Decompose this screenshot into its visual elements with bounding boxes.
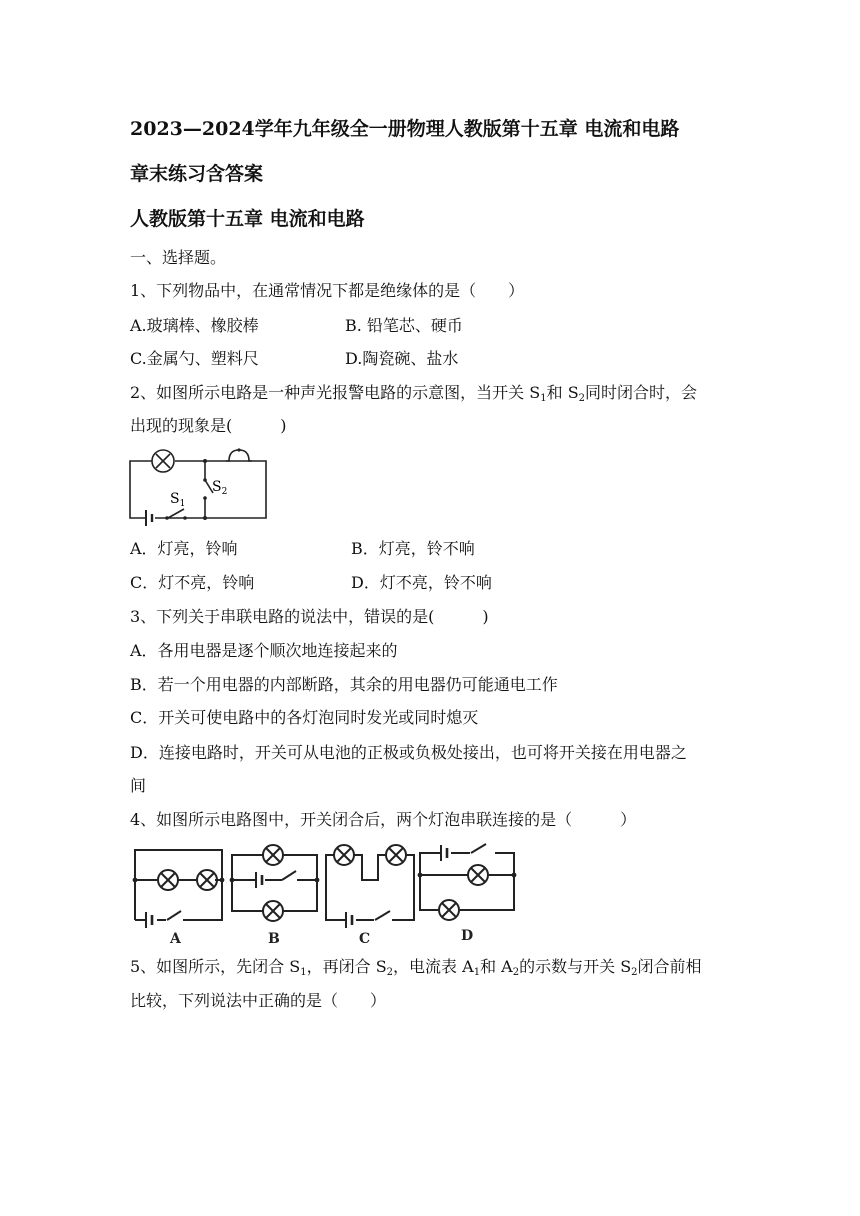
q1-stem: 1、下列物品中，在通常情况下都是绝缘体的是（ ） xyxy=(130,281,525,300)
document-title-line2: 章末练习含答案 xyxy=(130,163,264,185)
s2-label: $S_2$ xyxy=(212,479,228,497)
q2-option-d: D．灯不亮，铃不响 xyxy=(351,573,492,592)
q3-stem: 3、下列关于串联电路的说法中，错误的是( ) xyxy=(130,607,489,626)
q2-option-c: C．灯不亮，铃响 xyxy=(130,573,255,592)
q3-option-b: B．若一个用电器的内部断路，其余的用电器仍可能通电工作 xyxy=(130,675,558,694)
circuit-b xyxy=(232,845,317,921)
q1-option-c: C.金属勺、塑料尺 xyxy=(130,349,259,368)
q1-option-b: B. 铅笔芯、硬币 xyxy=(345,316,463,335)
q3-option-d-line1: D．连接电路时，开关可从电池的正极或负极处接出，也可将开关接在用电器之 xyxy=(130,743,687,762)
circuit-c xyxy=(326,845,414,928)
q2-option-a: A．灯亮，铃响 xyxy=(130,539,238,558)
q2-stem-line2: 出现的现象是( ) xyxy=(130,416,287,435)
q5-stem-line2: 比较，下列说法中正确的是（ ） xyxy=(130,991,387,1010)
circuit-d-label: D xyxy=(461,928,474,944)
circuit-d xyxy=(420,844,514,920)
circuit-a xyxy=(135,850,222,928)
q5-stem-line1: 5、如图所示，先闭合 $S_1$，再闭合 $S_2$，电流表 $A_1$和 $A_2$的示数与开关 $S_2$闭合前相 xyxy=(130,957,702,978)
q2-stem-line1: 2、如图所示电路是一种声光报警电路的示意图，当开关 $S_1$和 $S_2$同时闭合时，会 xyxy=(130,383,698,404)
chapter-heading: 人教版第十五章 电流和电路 xyxy=(130,208,365,230)
q3-option-a: A．各用电器是逐个顺次地连接起来的 xyxy=(130,641,398,660)
document-title-line1: 2023—2024学年九年级全一册物理人教版第十五章 电流和电路 xyxy=(130,118,680,140)
section-heading: 一、选择题。 xyxy=(130,248,227,267)
q4-stem: 4、如图所示电路图中，开关闭合后，两个灯泡串联连接的是（ ） xyxy=(130,810,637,829)
circuit-a-label: A xyxy=(170,931,181,947)
s1-label: $S_1$ xyxy=(170,491,186,509)
q3-option-d-line2: 间 xyxy=(130,776,147,795)
q2-option-b: B．灯亮，铃不响 xyxy=(351,539,475,558)
circuit-b-label: B xyxy=(268,931,280,947)
q1-option-a: A.玻璃棒、橡胶棒 xyxy=(130,316,259,335)
circuit-c-label: C xyxy=(359,931,371,947)
q1-option-d: D.陶瓷碗、盐水 xyxy=(345,349,459,368)
q3-option-c: C．开关可使电路中的各灯泡同时发光或同时熄灭 xyxy=(130,708,479,727)
